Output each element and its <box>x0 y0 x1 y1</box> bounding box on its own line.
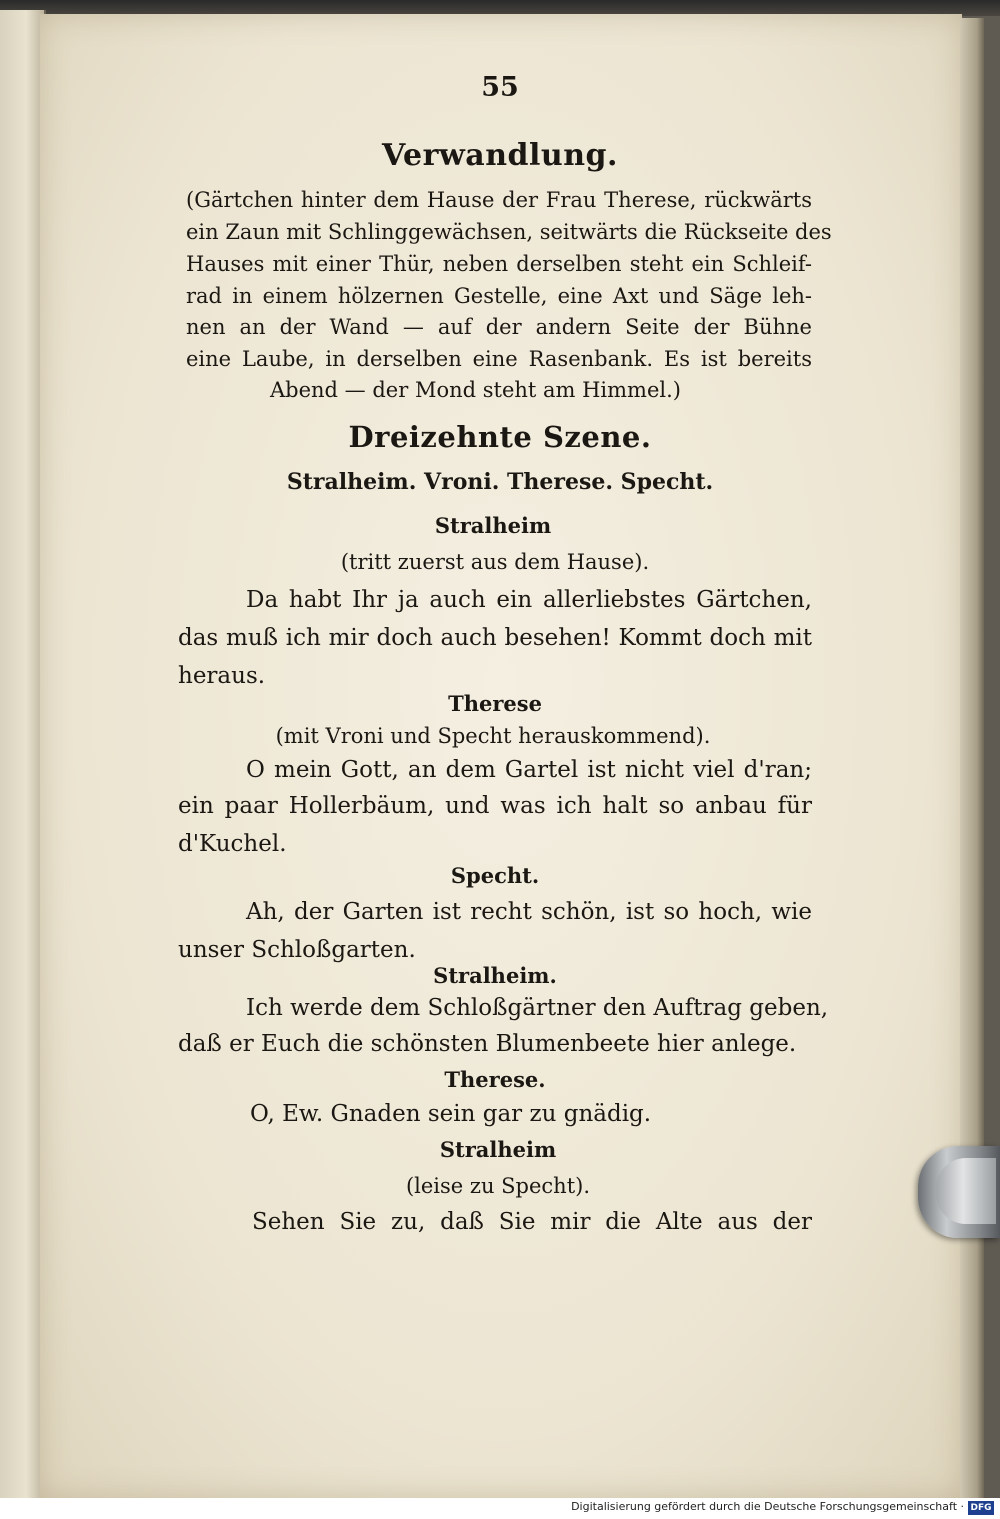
stage-direction-line: Abend — der Mond steht am Himmel.) <box>270 378 681 402</box>
speaker-name: Therese. <box>444 1067 546 1092</box>
speech-line: O mein Gott, an dem Gartel ist nicht viel d'ran; <box>246 757 812 783</box>
speech-line: daß er Euch die schönsten Blumenbeete hier anlege. <box>178 1031 797 1057</box>
speech-line: Sehen Sie zu, daß Sie mir die Alte aus der <box>252 1209 812 1235</box>
speech-line: Ah, der Garten ist recht schön, ist so hoch, wie <box>246 899 812 925</box>
stage-direction-line: Hauses mit einer Thür, neben derselben steht ein Schleif- <box>186 252 812 276</box>
stage-direction-line: rad in einem hölzernen Gestelle, eine Axt und Säge leh- <box>186 284 812 308</box>
stage-direction-line: ein Zaun mit Schlinggewächsen, seitwärts die Rückseite des <box>186 220 832 244</box>
speech-line: Da habt Ihr ja auch ein allerliebstes Gärtchen, <box>246 587 812 613</box>
speaker-direction: (leise zu Specht). <box>405 1174 591 1198</box>
speech-line: das muß ich mir doch auch besehen! Kommt doch mit <box>178 625 812 651</box>
speech-line: unser Schloßgarten. <box>178 937 416 963</box>
speaker-direction: (mit Vroni und Specht herauskommend). <box>275 724 711 748</box>
speech-line: heraus. <box>178 663 266 689</box>
stage-direction-line: (Gärtchen hinter dem Hause der Frau Therese, rückwärts <box>186 188 812 212</box>
speaker-name: Specht. <box>450 863 540 888</box>
page-stack-edge <box>960 18 984 1498</box>
page-number: 55 <box>481 72 519 103</box>
speaker-name: Stralheim <box>439 1137 557 1162</box>
speaker-name: Stralheim <box>434 513 552 538</box>
stage-direction-line: eine Laube, in derselben eine Rasenbank. Es ist bereits <box>186 347 812 371</box>
speech-line: d'Kuchel. <box>178 831 287 857</box>
cast-list: Stralheim. Vroni. Therese. Specht. <box>286 469 714 495</box>
scene-heading: Dreizehnte Szene. <box>348 420 652 454</box>
speaker-direction: (tritt zuerst aus dem Hause). <box>340 550 650 574</box>
speaker-name: Stralheim. <box>433 963 557 988</box>
speech-line: Ich werde dem Schloßgärtner den Auftrag geben, <box>246 995 829 1021</box>
scene-change-heading: Verwandlung. <box>382 138 618 173</box>
funding-credit: Digitalisierung gefördert durch die Deutsche Forschungsgemeinschaft · <box>571 1500 964 1513</box>
speech-line: O, Ew. Gnaden sein gar zu gnädig. <box>250 1101 652 1127</box>
speaker-name: Therese <box>448 691 542 716</box>
speech-line: ein paar Hollerbäum, und was ich halt so anbau für <box>178 793 812 819</box>
stage-direction-line: nen an der Wand — auf der andern Seite der Bühne <box>186 315 812 339</box>
dfg-logo-icon: DFG <box>968 1501 994 1515</box>
